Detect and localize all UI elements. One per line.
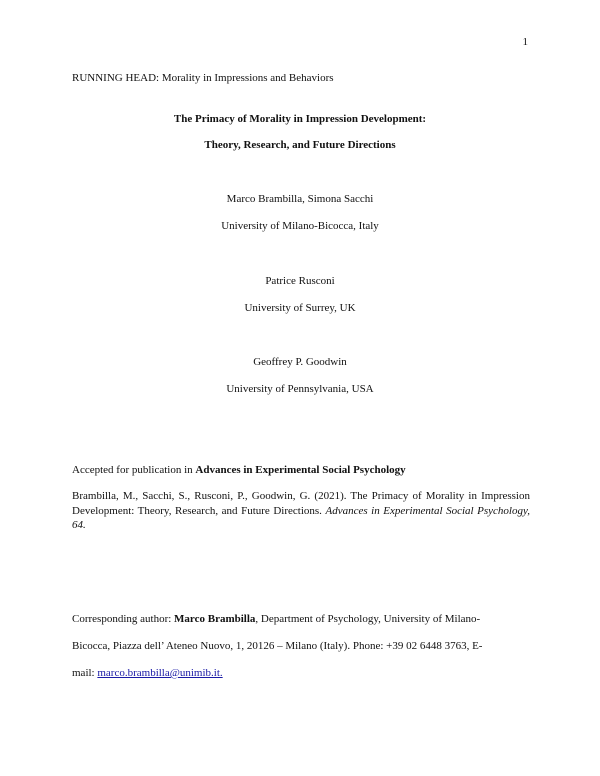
corresponding-author-line-2: Bicocca, Piazza dell’ Ateneo Nuovo, 1, 20126 – Milano (Italy). Phone: +39 02 6448 3763, E- [72,640,483,652]
running-head: RUNNING HEAD: Morality in Impressions and Behaviors [72,72,334,84]
paper-title-line-1: The Primacy of Morality in Impression Development: [173,113,427,125]
acceptance-note [72,463,530,478]
corresponding-label: Corresponding author: [72,613,175,625]
corresponding-affiliation: , Department of Psychology, University of Milano- [255,613,481,625]
corresponding-author-line-1 [72,613,480,625]
author-affiliation: University of Surrey, UK [244,302,356,314]
page-number: 1 [522,36,528,48]
author-affiliation: University of Milano-Bicocca, Italy [221,220,379,232]
citation-paragraph [72,489,530,533]
paper-title-line-2: Theory, Research, and Future Directions [204,139,396,151]
citation-journal-volume: Advances in Experimental Social Psychology, 64. [72,504,530,531]
corresponding-name: Marco Brambilla [174,613,256,625]
email-prefix: mail: [72,667,98,679]
author-names: Patrice Rusconi [265,275,335,287]
email-link[interactable]: marco.brambilla@unimib.it. [97,667,223,679]
author-names: Geoffrey P. Goodwin [253,356,347,368]
acceptance-prefix: Accepted for publication in [72,464,196,476]
citation-text: Brambilla, M., Sacchi, S., Rusconi, P., Goodwin, G. (2021). The Primacy of Morality in Impression Development: Theory, Research, and Future Directions. [72,490,530,517]
corresponding-author-line-3 [72,667,223,679]
author-names: Marco Brambilla, Simona Sacchi [226,193,374,205]
author-affiliation: University of Pennsylvania, USA [226,383,374,395]
acceptance-journal: Advances in Experimental Social Psychology [195,464,406,476]
